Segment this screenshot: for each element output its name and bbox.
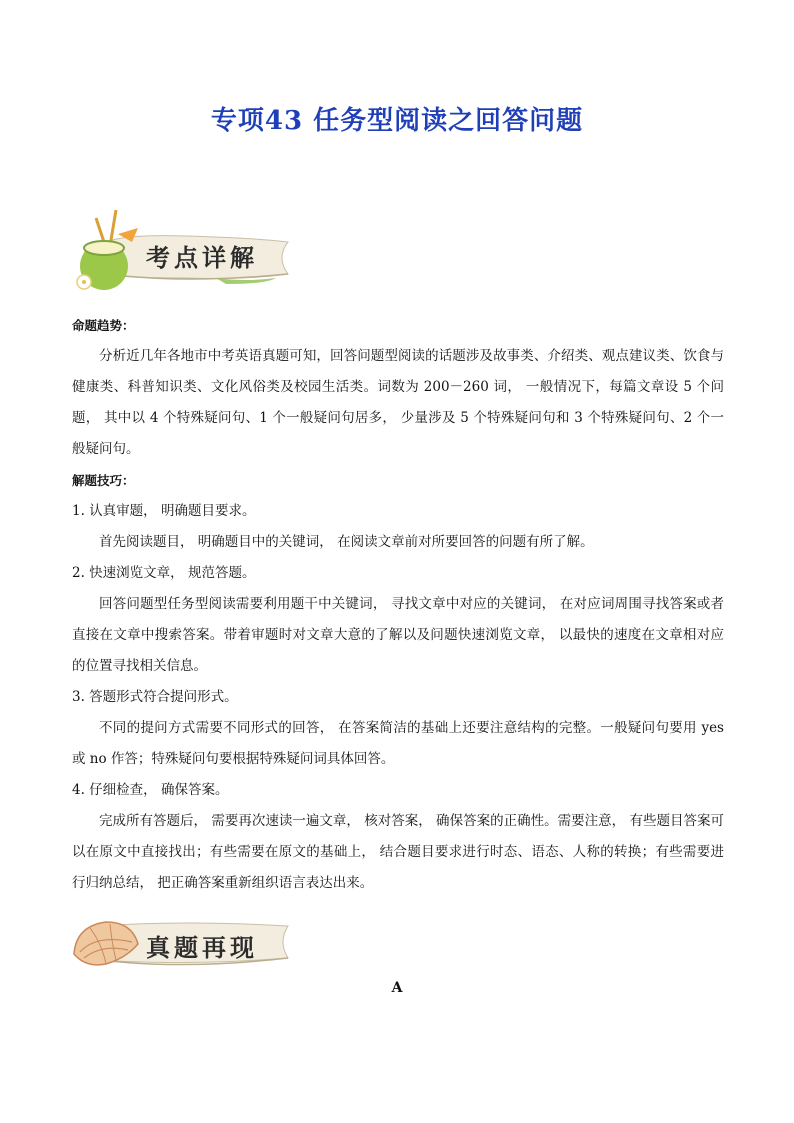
seashell-icon — [66, 914, 146, 976]
page-title: 专项43 任务型阅读之回答问题 — [210, 106, 584, 136]
section-banner-past-exams — [66, 914, 296, 976]
tip-2-heading: 2. 快速浏览文章， 规范答题。 — [72, 565, 256, 581]
section-banner-key-points — [66, 208, 296, 294]
tip-3-heading: 3. 答题形式符合提问形式。 — [72, 689, 238, 705]
tip-4-heading: 4. 仔细检查， 确保答案。 — [72, 782, 229, 798]
tip-1-body: 首先阅读题目， 明确题目中的关键词， 在阅读文章前对所要回答的问题有所了解。 — [99, 534, 594, 550]
passage-letter: A — [391, 980, 403, 996]
main-content — [72, 310, 724, 899]
trend-paragraph: 分析近几年各地市中考英语真题可知，回答问题型阅读的话题涉及故事类、介绍类、观点建议类、饮食与健康类、科普知识类、文化风俗类及校园生活类。词数为 200－260 词， 一般情况下，每篇文章设 5 个问题， 其中以 4 个特殊疑问句、1 个一般疑问句居多， 少量涉及 5 个特殊疑问句和 3 个特殊疑问句、2 个一般疑问句。 — [72, 348, 724, 457]
tip-3-body: 不同的提问方式需要不同形式的回答， 在答案简洁的基础上还要注意结构的完整。一般疑问句要用 yes 或 no 作答；特殊疑问句要根据特殊疑问词具体回答。 — [72, 720, 724, 767]
banner-title: 真题再现 — [146, 933, 258, 962]
tip-4-body: 完成所有答题后， 需要再次速读一遍文章， 核对答案， 确保答案的正确性。需要注意， 有些题目答案可以在原文中直接找出；有些需要在原文的基础上， 结合题目要求进行时态、语态、人称的转换；有些需要进行归纳总结， 把正确答案重新组织语言表达出来。 — [72, 813, 724, 891]
coconut-drink-icon — [66, 208, 146, 294]
tip-1-heading: 1. 认真审题， 明确题目要求。 — [72, 503, 256, 519]
tip-2-body: 回答问题型任务型阅读需要利用题干中关键词， 寻找文章中对应的关键词， 在对应词周围寻找答案或者直接在文章中搜索答案。带着审题时对文章大意的了解以及问题快速浏览文章， 以最快的速度在文章相对应的位置寻找相关信息。 — [72, 596, 724, 674]
trend-label: 命题趋势： — [72, 318, 135, 333]
banner-title: 考点详解 — [146, 243, 258, 272]
tips-label: 解题技巧： — [72, 473, 135, 488]
